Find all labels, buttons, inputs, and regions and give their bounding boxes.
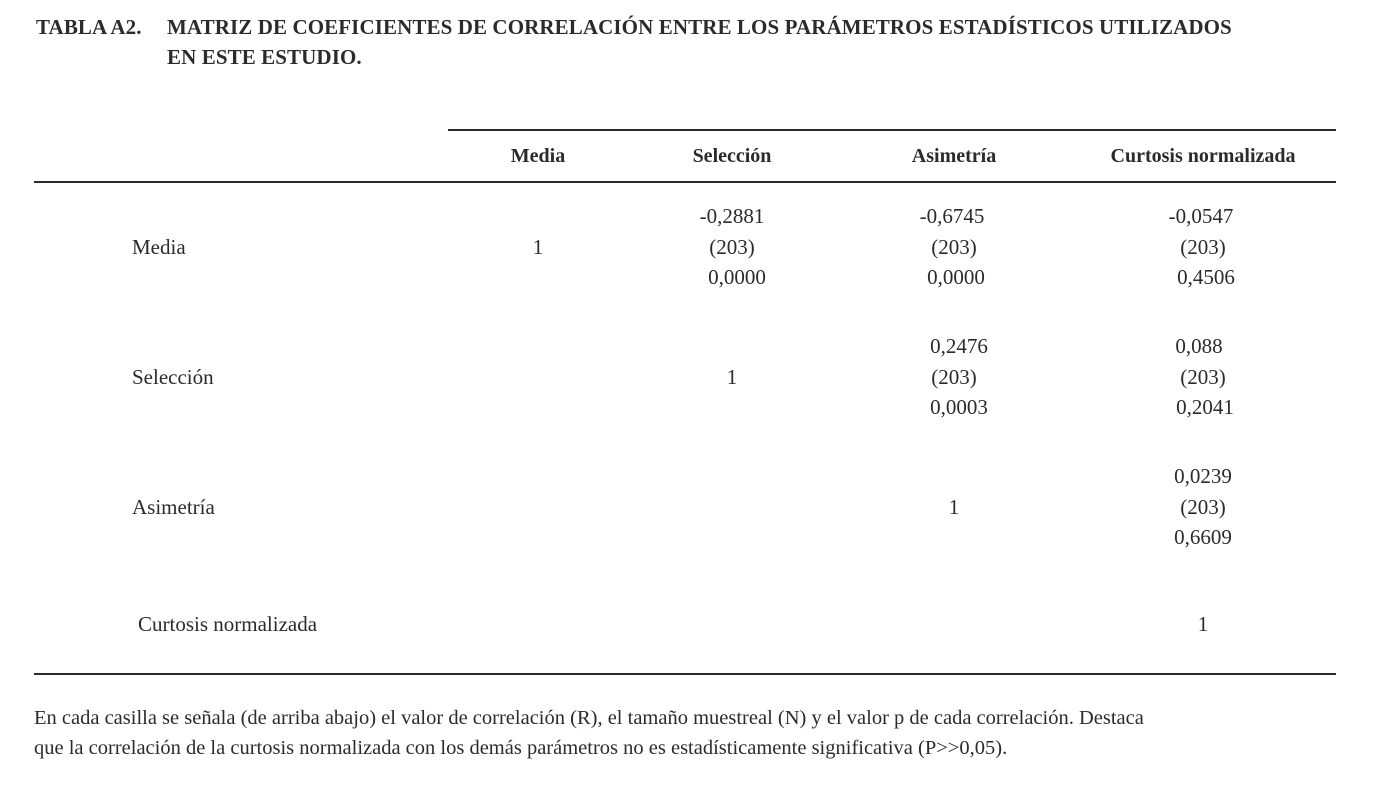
cell-seleccion-asimetria-p: 0,0003 xyxy=(930,395,988,419)
cell-media-curtosis-p: 0,4506 xyxy=(1177,265,1235,289)
cell-asimetria-asimetria: 1 xyxy=(948,495,960,519)
table-caption-title-continued: EN ESTE ESTUDIO. xyxy=(167,45,362,69)
cell-media-curtosis-n: (203) xyxy=(1180,235,1226,259)
column-header-curtosis: Curtosis normalizada xyxy=(1110,145,1296,167)
row-label-media: Media xyxy=(132,235,186,259)
cell-media-curtosis-r: -0,0547 xyxy=(1168,204,1234,228)
cell-media-asimetria-n: (203) xyxy=(931,235,977,259)
cell-asimetria-curtosis-p: 0,6609 xyxy=(1174,525,1232,549)
table-caption-title: MATRIZ DE COEFICIENTES DE CORRELACIÓN ENTRE LOS PARÁMETROS ESTADÍSTICOS UTILIZADOS xyxy=(167,15,1232,39)
cell-seleccion-asimetria-n: (203) xyxy=(931,365,977,389)
column-header-media: Media xyxy=(510,145,566,167)
row-label-asimetria: Asimetría xyxy=(132,495,215,519)
cell-media-seleccion-n: (203) xyxy=(709,235,755,259)
footnote-line-2: que la correlación de la curtosis normalizada con los demás parámetros no es estadísticamente significativa (P>>0,05). xyxy=(34,737,1008,759)
cell-seleccion-curtosis-n: (203) xyxy=(1180,365,1226,389)
column-header-seleccion: Selección xyxy=(692,145,772,167)
cell-media-seleccion-p: 0,0000 xyxy=(708,265,766,289)
cell-seleccion-curtosis-p: 0,2041 xyxy=(1176,395,1234,419)
footnote-line-1: En cada casilla se señala (de arriba abajo) el valor de correlación (R), el tamaño muestreal (N) y el valor p de cada correlación. Destaca xyxy=(34,707,1144,729)
cell-asimetria-curtosis-n: (203) xyxy=(1180,495,1226,519)
header-bottom-rule xyxy=(34,181,1336,183)
cell-seleccion-curtosis-r: 0,088 xyxy=(1175,334,1223,358)
table-caption-label: TABLA A2. xyxy=(36,15,142,39)
row-label-curtosis: Curtosis normalizada xyxy=(138,612,318,636)
column-header-asimetria: Asimetría xyxy=(911,145,997,167)
cell-curtosis-curtosis: 1 xyxy=(1197,612,1209,636)
cell-seleccion-seleccion: 1 xyxy=(726,365,738,389)
cell-media-asimetria-p: 0,0000 xyxy=(927,265,985,289)
cell-seleccion-asimetria-r: 0,2476 xyxy=(930,334,988,358)
table-bottom-rule xyxy=(34,673,1336,675)
table-top-rule xyxy=(448,129,1336,131)
cell-asimetria-curtosis-r: 0,0239 xyxy=(1174,464,1232,488)
cell-media-media: 1 xyxy=(532,235,544,259)
row-label-seleccion: Selección xyxy=(132,365,214,389)
cell-media-seleccion-r: -0,2881 xyxy=(699,204,765,228)
cell-media-asimetria-r: -0,6745 xyxy=(919,204,985,228)
